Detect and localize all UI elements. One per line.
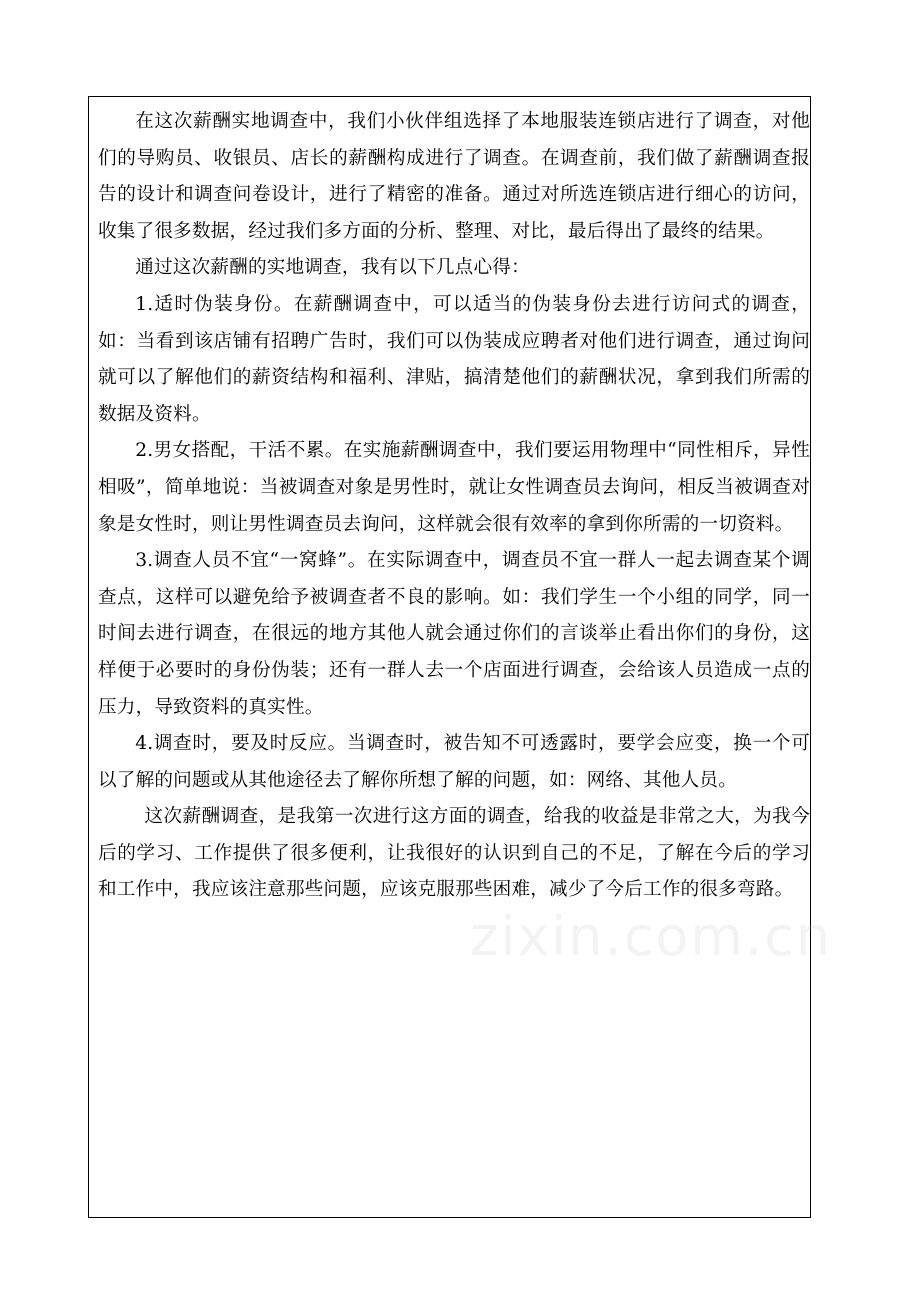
paragraph-intro: 在这次薪酬实地调查中，我们小伙伴组选择了本地服装连锁店进行了调查，对他们的导购员、收银员、店长的薪酬构成进行了调查。在调查前，我们做了薪酬调查报告的设计和调查问卷设计，进行了精密的准备。通过对所选连锁店进行细心的访问，收集了很多数据，经过我们多方面的分析、整理、对比，最后得出了最终的结果。 (98, 111, 810, 242)
paragraph-conclusion: 这次薪酬调查，是我第一次进行这方面的调查，给我的收益是非常之大，为我今后的学习、工作提供了很多便利，让我很好的认识到自己的不足，了解在今后的学习和工作中，我应该注意那些问题，应该克服那些困难，减少了今后工作的很多弯路。 (98, 806, 810, 901)
document-body (98, 104, 810, 909)
paragraph-point-1: 1.适时伪装身份。在薪酬调查中，可以适当的伪装身份去进行访问式的调查，如：当看到该店铺有招聘广告时，我们可以伪装成应聘者对他们进行调查，通过询问就可以了解他们的薪资结构和福利、津贴，搞清楚他们的薪酬状况，拿到我们所需的数据及资料。 (98, 293, 810, 425)
paragraph-point-2: 2.男女搭配，干活不累。在实施薪酬调查中，我们要运用物理中“同性相斥，异性相吸”，简单地说：当被调查对象是男性时，就让女性调查员去询问，相反当被调查对象是女性时，则让男性调查员去询问，这样就会很有效率的拿到你所需的一切资料。 (98, 440, 810, 535)
paragraph-lead-in: 通过这次薪酬的实地调查，我有以下几点心得： (135, 257, 530, 279)
watermark: zixin.com.cn (470, 905, 833, 968)
paragraph-point-3: 3.调查人员不宜“一窝蜂”。在实际调查中，调查员不宜一群人一起去调查某个调查点，这样可以避免给予被调查者不良的影响。如：我们学生一个小组的同学，同一时间去进行调查，在很远的地方其他人就会通过你们的言谈举止看出你们的身份，这样便于必要时的身份伪装；还有一群人去一个店面进行调查，会给该人员造成一点的压力，导致资料的真实性。 (98, 550, 810, 718)
paragraph-point-4: 4.调查时，要及时反应。当调查时，被告知不可透露时，要学会应变，换一个可以了解的问题或从其他途径去了解你所想了解的问题，如：网络、其他人员。 (98, 733, 810, 791)
